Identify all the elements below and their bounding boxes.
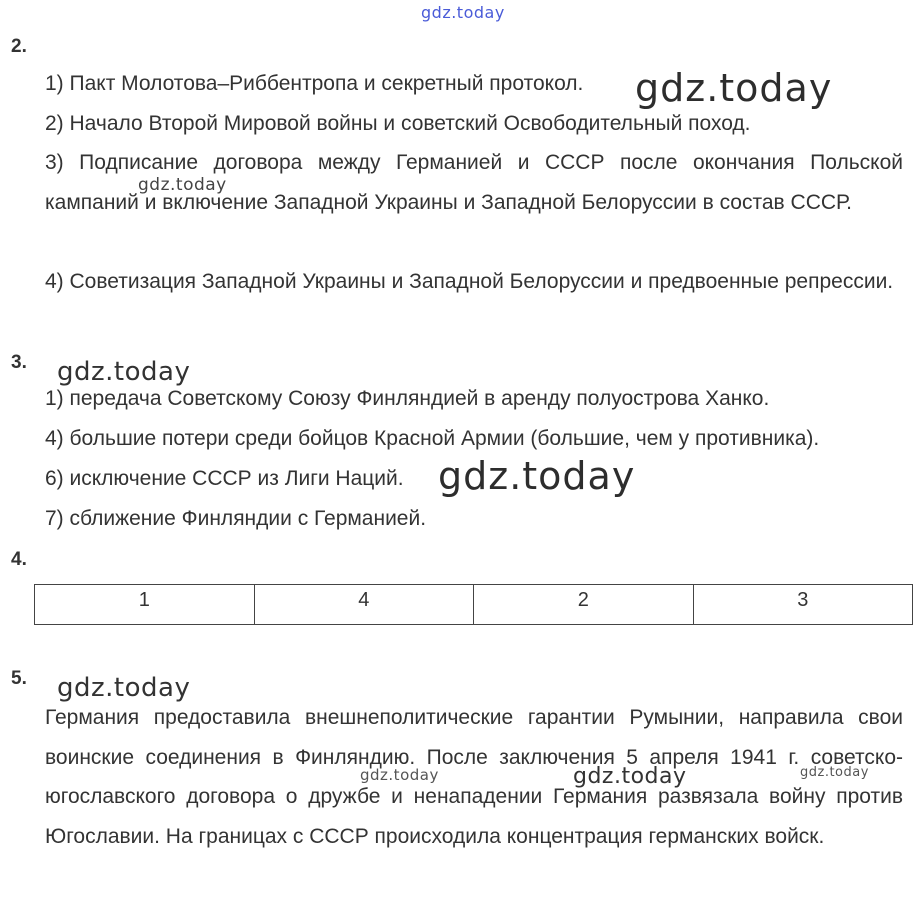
task-5-number: 5. (11, 668, 27, 689)
task-3-item-4: 7) сближение Финляндии с Германией. (45, 507, 427, 530)
watermark-small: gdz.today (138, 175, 227, 195)
task-3-item-2: 4) большие потери среди бойцов Красной Армии (большие, чем у противника). (45, 427, 820, 450)
task-2-item-2: 2) Начало Второй Мировой войны и советский Освободительный поход. (45, 112, 751, 135)
watermark-tiny: gdz.today (800, 765, 869, 780)
watermark-large: gdz.today (635, 66, 833, 110)
task-5-text: Германия предоставила внешнеполитические гарантии Румынии, направила свои воинские соединения в Финляндию. После заключения 5 апреля 1941 г. советско-югославского договора о дружбе и ненападении Германия развязала войну против Югославии. На границах с СССР происходила концентрация германских войск. (45, 706, 903, 848)
task-2-item-1: 1) Пакт Молотова–Риббентропа и секретный протокол. (45, 72, 584, 95)
table-cell: 3 (693, 585, 913, 625)
task-2-item-4: 4) Советизация Западной Украины и Западной Белоруссии и предвоенные репрессии. (45, 270, 894, 293)
watermark-medium: gdz.today (57, 357, 191, 387)
answer-table (34, 584, 913, 625)
task-3-item-3: 6) исключение СССР из Лиги Наций. (45, 467, 404, 490)
task-2-item-3: 3) Подписание договора между Германией и СССР после окончания Польской кампаний и включение Западной Украины и Западной Белоруссии в состав СССР. (45, 151, 903, 214)
table-cell: 2 (474, 585, 694, 625)
watermark-top: gdz.today (421, 3, 505, 22)
table-cell: 1 (35, 585, 255, 625)
watermark-large: gdz.today (438, 454, 636, 498)
task-3-number: 3. (11, 352, 27, 373)
watermark-small: gdz.today (360, 766, 439, 784)
task-3-item-1: 1) передача Советскому Союзу Финляндией в аренду полуострова Ханко. (45, 387, 770, 410)
table-cell: 4 (254, 585, 474, 625)
task-4-number: 4. (11, 549, 27, 570)
watermark-medium: gdz.today (573, 764, 687, 789)
task-2-number: 2. (11, 36, 27, 57)
watermark-medium: gdz.today (57, 673, 191, 703)
table-row (35, 585, 913, 625)
